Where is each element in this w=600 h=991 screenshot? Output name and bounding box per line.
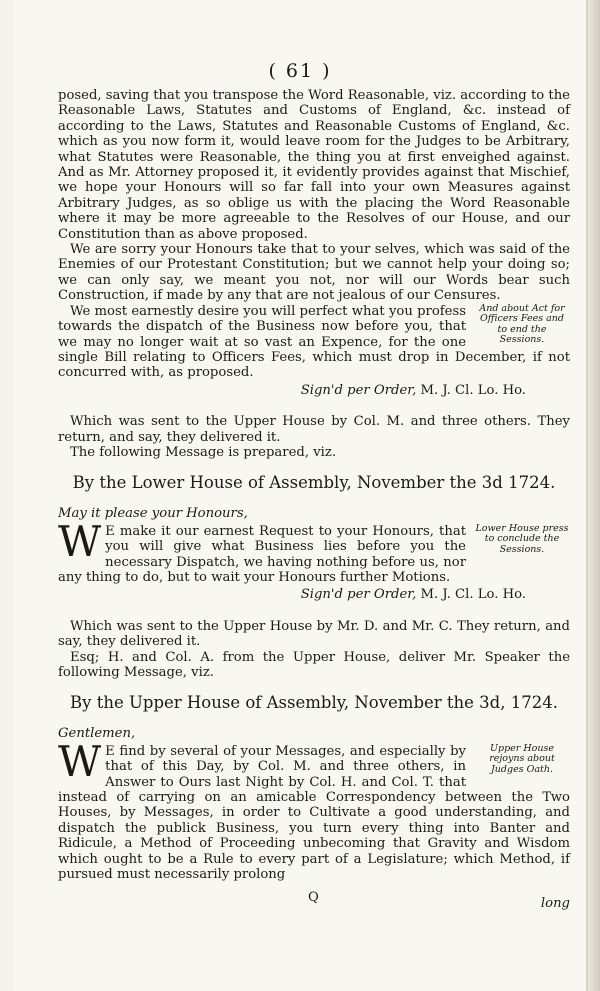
signature-mark: Q xyxy=(308,890,319,905)
paragraph-7: Which was sent to the Upper House by Mr. D. and Mr. C. They return, and say, they delivered it. xyxy=(58,618,570,650)
document-page xyxy=(14,0,588,991)
paragraph-4: Which was sent to the Upper House by Col. M. and three others. They return, and say, they delivered it. xyxy=(58,414,570,445)
margin-note-3: Upper House rejoyns about Judges Oath. xyxy=(489,742,555,775)
signed-label-2: Sign'd per Order, xyxy=(300,587,417,603)
drop-cap-2: W xyxy=(58,736,102,786)
salutation-1: May it please your Honours, xyxy=(58,506,248,522)
paragraph-5: The following Message is prepared, viz. xyxy=(70,444,337,460)
paragraph-6: E make it our earnest Request to your Honours, that you will give what Business lies before you the necessary Dispatch, we having nothing before us, nor any thing to do, but to wait your Honours further Motions. xyxy=(58,523,466,585)
heading-lower-house: By the Lower House of Assembly, November the 3d 1724. xyxy=(72,473,556,493)
signature-line-1 xyxy=(58,383,570,398)
message-lower-house xyxy=(58,516,570,586)
paragraph-2: We are sorry your Honours take that to your selves, which was said of the Enemies of our Protestant Constitution; but we cannot help your doing so; we can only say, we meant you not, nor will our Words bear such Construction, if made by any that are not jealous of our Censures. xyxy=(58,242,570,304)
paragraph-3: We most earnestly desire you will perfect what you profess towards the dispatch of the Business now before you, that we may no longer wait at so vast an Expence, for the one single Bill relating to Officers Fees, which must drop in December, if not concurred with, as proposed. xyxy=(58,303,570,381)
margin-note-1: And about Act for Officers Fees and to end the Sessions. xyxy=(479,302,565,346)
margin-note-2: Lower House press to conclude the Sessions. xyxy=(475,522,569,555)
salutation-2: Gentlemen, xyxy=(58,726,136,742)
signature-line-2 xyxy=(58,587,570,602)
page-number: ( 61 ) xyxy=(268,60,332,82)
catchword: long xyxy=(540,896,570,911)
paragraph-3-block xyxy=(58,304,570,381)
paragraph-9: E find by several of your Messages, and especially by that of this Day, by Col. M. and three others, in Answer to Ours last Night by Col. H. and Col. T. that instead of carrying on an amicable Correspondency between the Two Houses, by Messages, in order to Cultivate a good understanding, and dispatch the publick Business, you turn every thing into Banter and Ridicule, a Method of Proceeding unbecoming that Gravity and Wisdom which ought to be a Rule to every part of a Legislature; which Method, if pursued must necessarily prolong xyxy=(58,743,570,883)
signed-label-1: Sign'd per Order, xyxy=(300,382,417,398)
paragraph-1: posed, saving that you transpose the Word Reasonable, viz. according to the Reasonable Laws, Statutes and Customs of England, &c. instead of according to the Laws, Statutes and Reasonable Customs of England, &c. which as you now form it, would leave room for the Judges to be Arbitrary, what Statutes were Reasonable, the thing you at first enveighed against. And as Mr. Attorney proposed it, it evidently provides against that Mischief, we hope your Honours will so far fall into your own Measures against Arbitrary Judges, as so oblige us with the placing the Word Reasonable where it may be more agreeable to the Resolves of our House, and our Constitution than as above proposed. xyxy=(58,88,570,242)
signed-name-1: M. J. Cl. Lo. Ho. xyxy=(420,382,526,398)
message-upper-house xyxy=(58,736,570,883)
paragraph-8: Esq; H. and Col. A. from the Upper House, deliver Mr. Speaker the following Message, viz. xyxy=(58,649,570,680)
document-body xyxy=(58,88,570,882)
heading-upper-house: By the Upper House of Assembly, November the 3d, 1724. xyxy=(70,693,558,713)
page-edge xyxy=(588,0,600,991)
drop-cap-1: W xyxy=(58,516,102,566)
signed-name-2: M. J. Cl. Lo. Ho. xyxy=(420,587,526,603)
